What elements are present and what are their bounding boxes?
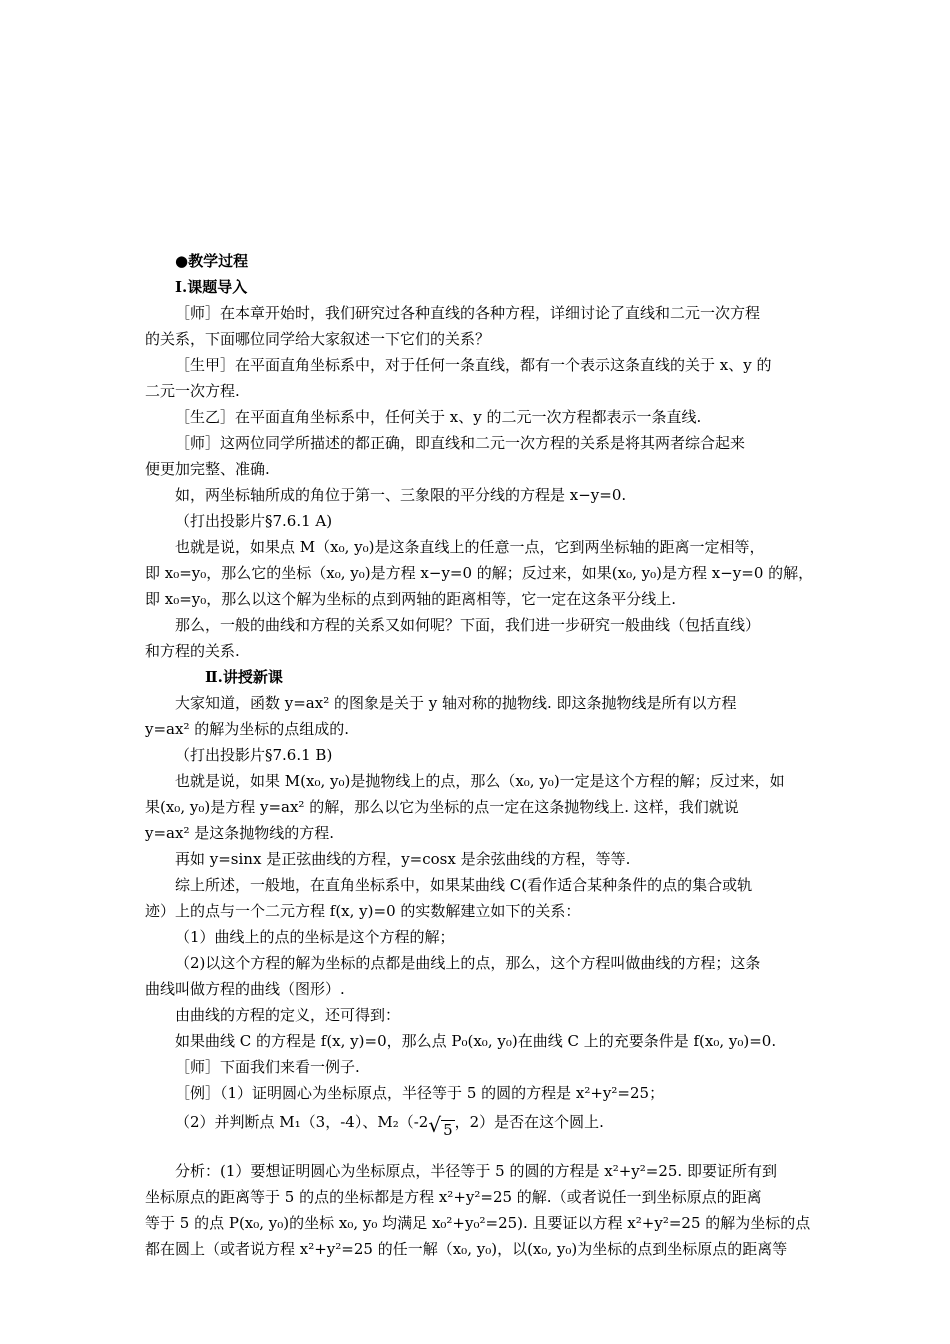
example-text: ，2）是否在这个圆上.	[454, 1113, 604, 1131]
paragraph-line: 即 x₀=y₀，那么它的坐标（x₀, y₀)是方程 x−y=0 的解；反过来，如果(x₀, y₀)是方程 x−y=0 的解，	[145, 564, 814, 582]
analysis-line: 等于 5 的点 P(x₀, y₀)的坐标 x₀, y₀ 均满足 x₀²+y₀²=25). 且要证以方程 x²+y²=25 的解为坐标的点	[145, 1214, 811, 1232]
example-text: （2）并判断点 M₁（3，-4）、M₂（-2	[175, 1113, 429, 1131]
paragraph-line: 即 x₀=y₀，那么以这个解为坐标的点到两轴的距离相等，它一定在这条平分线上.	[145, 590, 677, 608]
paragraph-line: 二元一次方程.	[145, 382, 240, 400]
paragraph-line: y=ax² 的解为坐标的点组成的.	[145, 720, 349, 738]
paragraph-line: 那么，一般的曲线和方程的关系又如何呢？下面，我们进一步研究一般曲线（包括直线）	[175, 616, 761, 634]
example-line	[145, 1106, 807, 1138]
paragraph-line: 也就是说，如果点 M（x₀, y₀)是这条直线上的任意一点，它到两坐标轴的距离一定相等，	[175, 538, 765, 556]
radical-sign: √	[428, 1113, 442, 1137]
paragraph-line: 如果曲线 C 的方程是 f(x, y)=0，那么点 P₀(x₀, y₀)在曲线 C 上的充要条件是 f(x₀, y₀)=0.	[175, 1032, 777, 1050]
paragraph-line: y=ax² 是这条抛物线的方程.	[145, 824, 334, 842]
paragraph-line: 大家知道，函数 y=ax² 的图象是关于 y 轴对称的抛物线. 即这条抛物线是所有以方程	[175, 694, 737, 712]
section-heading: ●教学过程	[175, 252, 249, 270]
paragraph-line: 迹）上的点与一个二元方程 f(x, y)=0 的实数解建立如下的关系：	[145, 902, 581, 920]
spacer	[145, 1138, 807, 1158]
paragraph-line: 曲线叫做方程的曲线（图形）.	[145, 980, 345, 998]
paragraph-line: （打出投影片§7.6.1 A)	[175, 512, 333, 530]
document-body	[145, 248, 814, 1262]
subsection-title-intro: Ⅰ.课题导入	[175, 278, 248, 296]
paragraph-line: 如，两坐标轴所成的角位于第一、三象限的平分线的方程是 x−y=0.	[175, 486, 627, 504]
paragraph-line: ［生乙］在平面直角坐标系中，任何关于 x、y 的二元一次方程都表示一条直线.	[175, 408, 702, 426]
paragraph-line: ［生甲］在平面直角坐标系中，对于任何一条直线，都有一个表示这条直线的关于 x、y 的	[175, 356, 772, 374]
paragraph-line: ［师］下面我们来看一例子.	[175, 1058, 360, 1076]
paragraph-line: 的关系，下面哪位同学给大家叙述一下它们的关系？	[145, 330, 491, 348]
analysis-line: 坐标原点的距离等于 5 的点的坐标都是方程 x²+y²=25 的解.（或者说任一到坐标原点的距离	[145, 1188, 762, 1206]
paragraph-line: 和方程的关系.	[145, 642, 240, 660]
example-line: ［例］（1）证明圆心为坐标原点，半径等于 5 的圆的方程是 x²+y²=25；	[175, 1084, 665, 1102]
paragraph-line: ［师］这两位同学所描述的都正确，即直线和二元一次方程的关系是将其两者综合起来	[175, 434, 746, 452]
paragraph-line: （1）曲线上的点的坐标是这个方程的解；	[175, 928, 455, 946]
paragraph-line: 也就是说，如果 M(x₀, y₀)是抛物线上的点，那么（x₀, y₀)一定是这个方程的解；反过来，如	[175, 772, 785, 790]
analysis-line: 都在圆上（或者说方程 x²+y²=25 的任一解（x₀, y₀)，以(x₀, y₀)为坐标的点到坐标原点的距离等	[145, 1240, 788, 1258]
paragraph-line: （2)以这个方程的解为坐标的点都是曲线上的点，那么，这个方程叫做曲线的方程；这条	[175, 954, 761, 972]
analysis-line: 分析：(1）要想证明圆心为坐标原点，半径等于 5 的圆的方程是 x²+y²=25. 即要证所有到	[175, 1162, 777, 1180]
paragraph-line: 由曲线的方程的定义，还可得到：	[175, 1006, 401, 1024]
paragraph-line: 再如 y=sinx 是正弦曲线的方程，y=cosx 是余弦曲线的方程，等等.	[175, 850, 631, 868]
paragraph-line: ［师］在本章开始时，我们研究过各种直线的各种方程，详细讨论了直线和二元一次方程	[175, 304, 761, 322]
paragraph-line: 综上所述，一般地，在直角坐标系中，如果某曲线 C(看作适合某种条件的点的集合或轨	[175, 876, 753, 894]
paragraph-line: 果(x₀, y₀)是方程 y=ax² 的解，那么以它为坐标的点一定在这条抛物线上. 这样，我们就说	[145, 798, 739, 816]
subsection-title-new-lesson: Ⅱ.讲授新课	[205, 668, 283, 686]
sqrt-expression	[428, 1106, 454, 1141]
paragraph-line: 便更加完整、准确.	[145, 460, 270, 478]
paragraph-line: （打出投影片§7.6.1 B)	[175, 746, 333, 764]
radicand: 5	[443, 1121, 453, 1139]
